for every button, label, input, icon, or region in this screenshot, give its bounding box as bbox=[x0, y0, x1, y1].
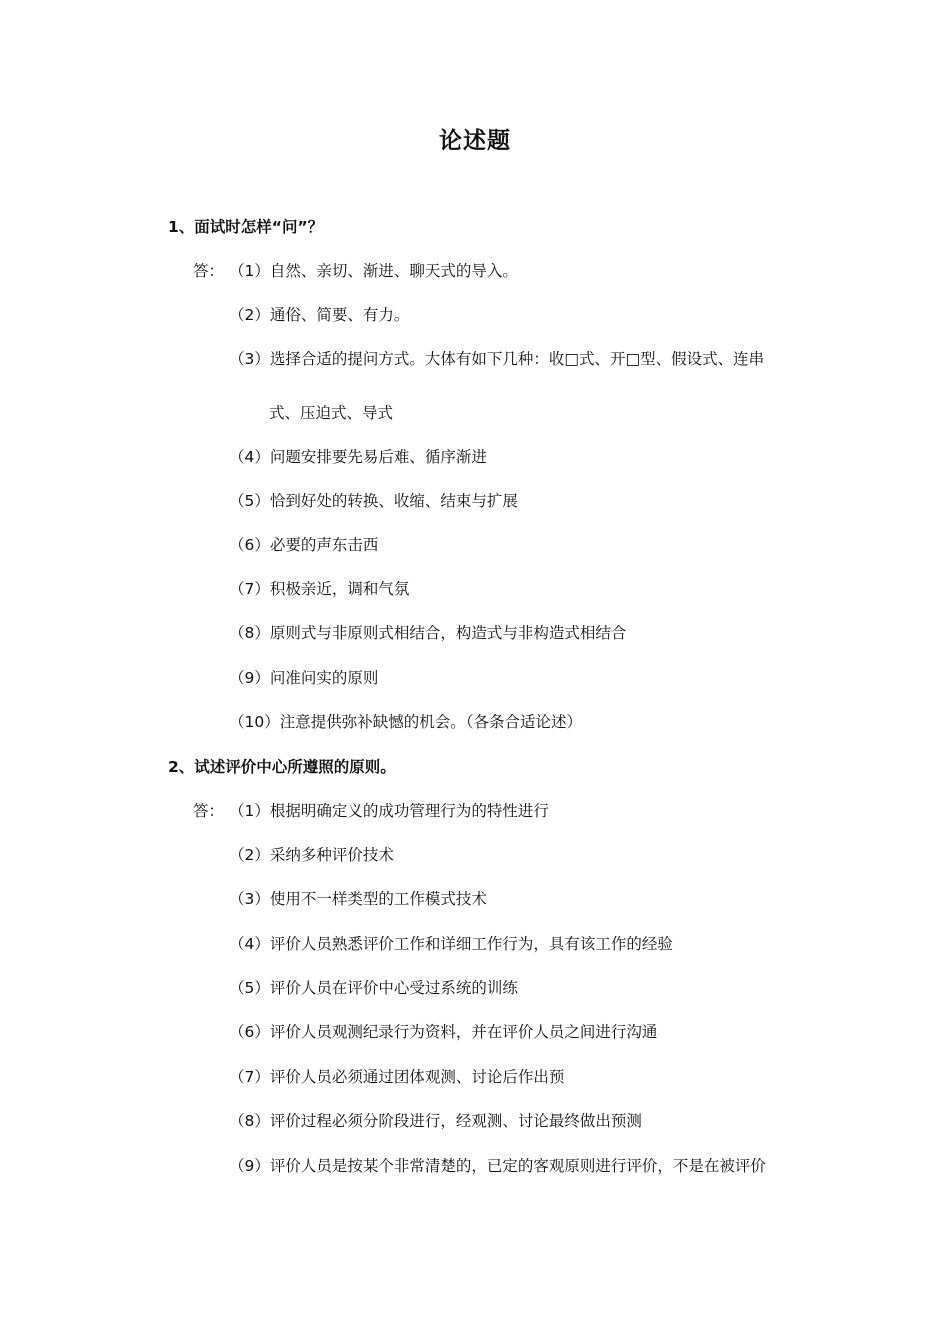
answer-2-item: （4）评价人员熟悉评价工作和详细工作行为，具有该工作的经验 bbox=[229, 935, 673, 953]
answer-2-item: （1）根据明确定义的成功管理行为的特性进行 bbox=[229, 802, 549, 820]
answer-2-item: （8）评价过程必须分阶段进行，经观测、讨论最终做出预测 bbox=[229, 1112, 642, 1130]
answer-1-item: （4）问题安排要先易后难、循序渐进 bbox=[229, 448, 487, 466]
answer-1-prefix: 答： bbox=[193, 262, 225, 280]
answer-1-item: （8）原则式与非原则式相结合，构造式与非构造式相结合 bbox=[229, 624, 627, 642]
answer-1-item: （6）必要的声东击西 bbox=[229, 536, 379, 554]
answer-2-item: （9）评价人员是按某个非常清楚的，已定的客观原则进行评价，不是在被评价 bbox=[229, 1157, 766, 1175]
page-title: 论述题 bbox=[439, 128, 511, 154]
answer-2-item: （2）采纳多种评价技术 bbox=[229, 846, 394, 864]
answer-1-item: （3）选择合适的提问方式。大体有如下几种：收□式、开□型、假设式、连串 bbox=[229, 350, 765, 368]
answer-1-item-continuation: 式、压迫式、导式 bbox=[269, 404, 394, 422]
question-1: 1、面试时怎样“问”？ bbox=[168, 218, 324, 236]
answer-1-item: （9）问准问实的原则 bbox=[229, 669, 379, 687]
answer-2-item: （5）评价人员在评价中心受过系统的训练 bbox=[229, 979, 518, 997]
answer-1-item: （7）积极亲近，调和气氛 bbox=[229, 580, 410, 598]
answer-2-item: （6）评价人员观测纪录行为资料，并在评价人员之间进行沟通 bbox=[229, 1023, 658, 1041]
question-2: 2、试述评价中心所遵照的原则。 bbox=[168, 758, 396, 776]
answer-2-item: （3）使用不一样类型的工作模式技术 bbox=[229, 890, 487, 908]
answer-1-item: （1）自然、亲切、渐进、聊天式的导入。 bbox=[229, 262, 518, 280]
answer-1-item: （5）恰到好处的转换、收缩、结束与扩展 bbox=[229, 492, 518, 510]
answer-1-item: （10）注意提供弥补缺憾的机会。（各条合适论述） bbox=[229, 713, 582, 731]
answer-2-prefix: 答： bbox=[193, 802, 225, 820]
answer-1-item: （2）通俗、简要、有力。 bbox=[229, 306, 410, 324]
answer-2-item: （7）评价人员必须通过团体观测、讨论后作出预 bbox=[229, 1068, 565, 1086]
